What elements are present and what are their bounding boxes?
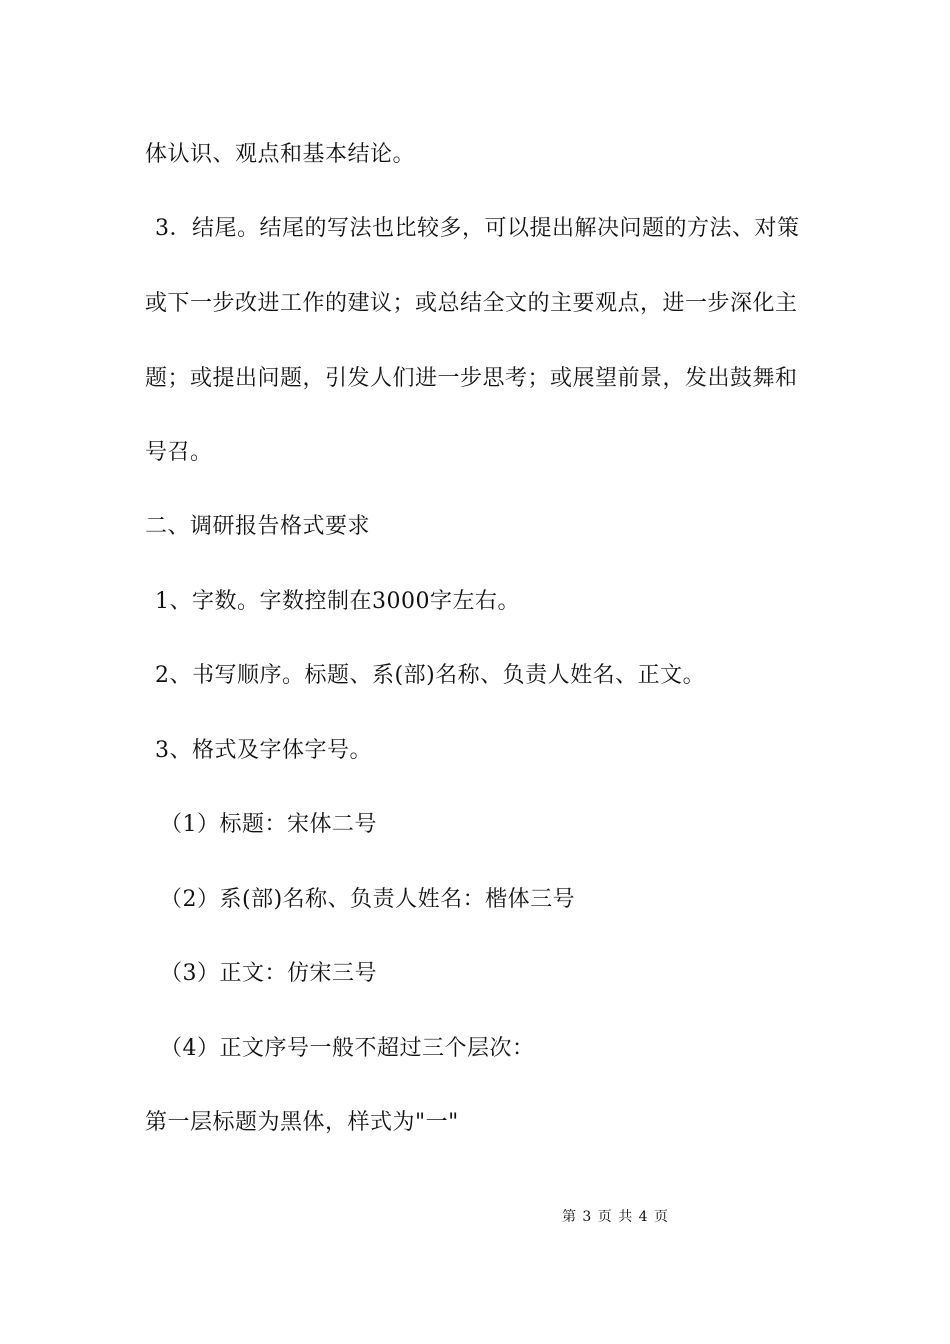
text-line-7: 1、字数。字数控制在3000字左右。 <box>155 589 520 614</box>
text-line-4: 题；或提出问题，引发人们进一步思考；或展望前景，发出鼓舞和 <box>145 366 798 391</box>
text-line-11: （2）系(部)名称、负责人姓名：楷体三号 <box>160 887 576 912</box>
text-line-14: 第一层标题为黑体，样式为"一" <box>145 1110 459 1135</box>
text-line-3: 或下一步改进工作的建议；或总结全文的主要观点，进一步深化主 <box>145 291 798 316</box>
text-line-13: （4）正文序号一般不超过三个层次： <box>160 1036 535 1061</box>
text-line-1: 体认识、观点和基本结论。 <box>145 142 416 167</box>
text-line-2: 3．结尾。结尾的写法也比较多，可以提出解决问题的方法、对策 <box>155 216 800 241</box>
page-number: 第 3 页 共 4 页 <box>561 1209 669 1225</box>
text-line-10: （1）标题：宋体二号 <box>160 812 377 837</box>
text-line-8: 2、书写顺序。标题、系(部)名称、负责人姓名、正文。 <box>155 663 706 688</box>
text-line-5: 号召。 <box>145 440 213 465</box>
section-heading: 二、调研报告格式要求 <box>145 514 371 539</box>
text-line-9: 3、格式及字体字号。 <box>155 738 372 763</box>
text-line-12: （3）正文：仿宋三号 <box>160 961 377 986</box>
